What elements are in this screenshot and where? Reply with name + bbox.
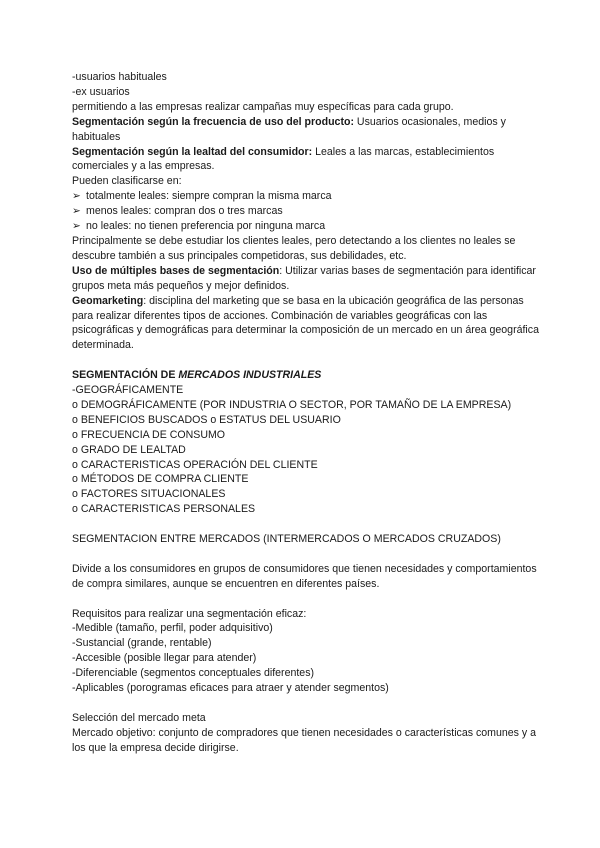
arrow-bullet-icon: ➢ — [72, 190, 81, 203]
industriales-item: o FACTORES SITUACIONALES — [72, 488, 226, 501]
industriales-item: o BENEFICIOS BUSCADOS o ESTATUS DEL USUARIO — [72, 413, 341, 426]
arrow-bullet-icon: ➢ — [72, 205, 81, 218]
multiples-title: Uso de múltiples bases de segmentación — [72, 264, 280, 277]
frecuencia-paragraph — [72, 115, 542, 145]
industriales-title-b: MERCADOS INDUSTRIALES — [178, 369, 322, 382]
geomarketing-text: : disciplina del marketing que se basa en la ubicación geográfica de las personas para realizar diferentes tipos de acciones. Combinación de variables geográficas con las psicográficas y demográficas para determinar la composición de un mercado en un área geográfica determinada. — [72, 294, 539, 352]
entre-mercados-text: Divide a los consumidores en grupos de consumidores que tienen necesidades y comportamientos de compra similares, aunque se encuentren en diferentes países. — [72, 562, 537, 590]
lealtad-list-item — [72, 219, 542, 234]
requisitos-item: -Sustancial (grande, rentable) — [72, 637, 212, 650]
lealtad-title: Segmentación según la lealtad del consumidor: — [72, 145, 313, 158]
document-page — [72, 70, 542, 756]
industriales-item: o CARACTERISTICAS OPERACIÓN DEL CLIENTE — [72, 458, 318, 471]
industriales-item: o GRADO DE LEALTAD — [72, 443, 186, 456]
lealtad-clasificar: Pueden clasificarse en: — [72, 175, 182, 188]
requisitos-item: -Medible (tamaño, perfil, poder adquisitivo) — [72, 622, 273, 635]
industriales-item: -GEOGRÁFICAMENTE — [72, 384, 184, 397]
requisitos-heading: Requisitos para realizar una segmentación eficaz: — [72, 607, 307, 620]
mercado-meta-heading: Selección del mercado meta — [72, 711, 206, 724]
industriales-item: o FRECUENCIA DE CONSUMO — [72, 428, 226, 441]
intro-line: -usuarios habituales — [72, 71, 167, 83]
lealtad-nota: Principalmente se debe estudiar los clientes leales, pero detectando a los clientes no leales se descubre también a sus principales competidoras, sus debilidades, etc. — [72, 234, 516, 262]
lealtad-list-item — [72, 204, 542, 219]
lealtad-paragraph — [72, 145, 542, 175]
requisitos-item: -Aplicables (porogramas eficaces para atraer y atender segmentos) — [72, 682, 389, 695]
mercado-meta-text: Mercado objetivo: conjunto de compradores que tienen necesidades o características comunes y a los que la empresa decide dirigirse. — [72, 726, 537, 754]
arrow-bullet-icon: ➢ — [72, 220, 81, 233]
list-item-text: no leales: no tienen preferencia por ninguna marca — [86, 220, 326, 233]
multiples-text: : Utilizar varias bases de segmentación para identificar grupos meta más pequeños y mejor definidos. — [72, 264, 536, 292]
lealtad-text: Leales a las marcas, establecimientos comerciales y a las empresas. — [72, 145, 495, 173]
entre-mercados-heading: SEGMENTACION ENTRE MERCADOS (INTERMERCADOS O MERCADOS CRUZADOS) — [72, 533, 501, 546]
lealtad-list-item — [72, 189, 542, 204]
industriales-title-a: SEGMENTACIÓN DE — [72, 369, 179, 382]
list-item-text: menos leales: compran dos o tres marcas — [86, 205, 283, 218]
frecuencia-text: Usuarios ocasionales, medios y habituales — [72, 115, 506, 143]
geomarketing-paragraph — [72, 294, 542, 354]
multiples-paragraph — [72, 264, 542, 294]
industriales-item: o CARACTERISTICAS PERSONALES — [72, 503, 256, 516]
industriales-item: o MÉTODOS DE COMPRA CLIENTE — [72, 473, 249, 486]
requisitos-item: -Accesible (posible llegar para atender) — [72, 652, 257, 665]
list-item-text: totalmente leales: siempre compran la misma marca — [86, 190, 332, 203]
intro-line: -ex usuarios — [72, 85, 130, 98]
geomarketing-title: Geomarketing — [72, 294, 144, 307]
frecuencia-title: Segmentación según la frecuencia de uso del producto: — [72, 115, 354, 128]
industriales-item: o DEMOGRÁFICAMENTE (POR INDUSTRIA O SECTOR, POR TAMAÑO DE LA EMPRESA) — [72, 398, 512, 411]
intro-line: permitiendo a las empresas realizar campañas muy específicas para cada grupo. — [72, 100, 454, 113]
industriales-heading — [72, 368, 542, 383]
requisitos-item: -Diferenciable (segmentos conceptuales diferentes) — [72, 667, 315, 680]
